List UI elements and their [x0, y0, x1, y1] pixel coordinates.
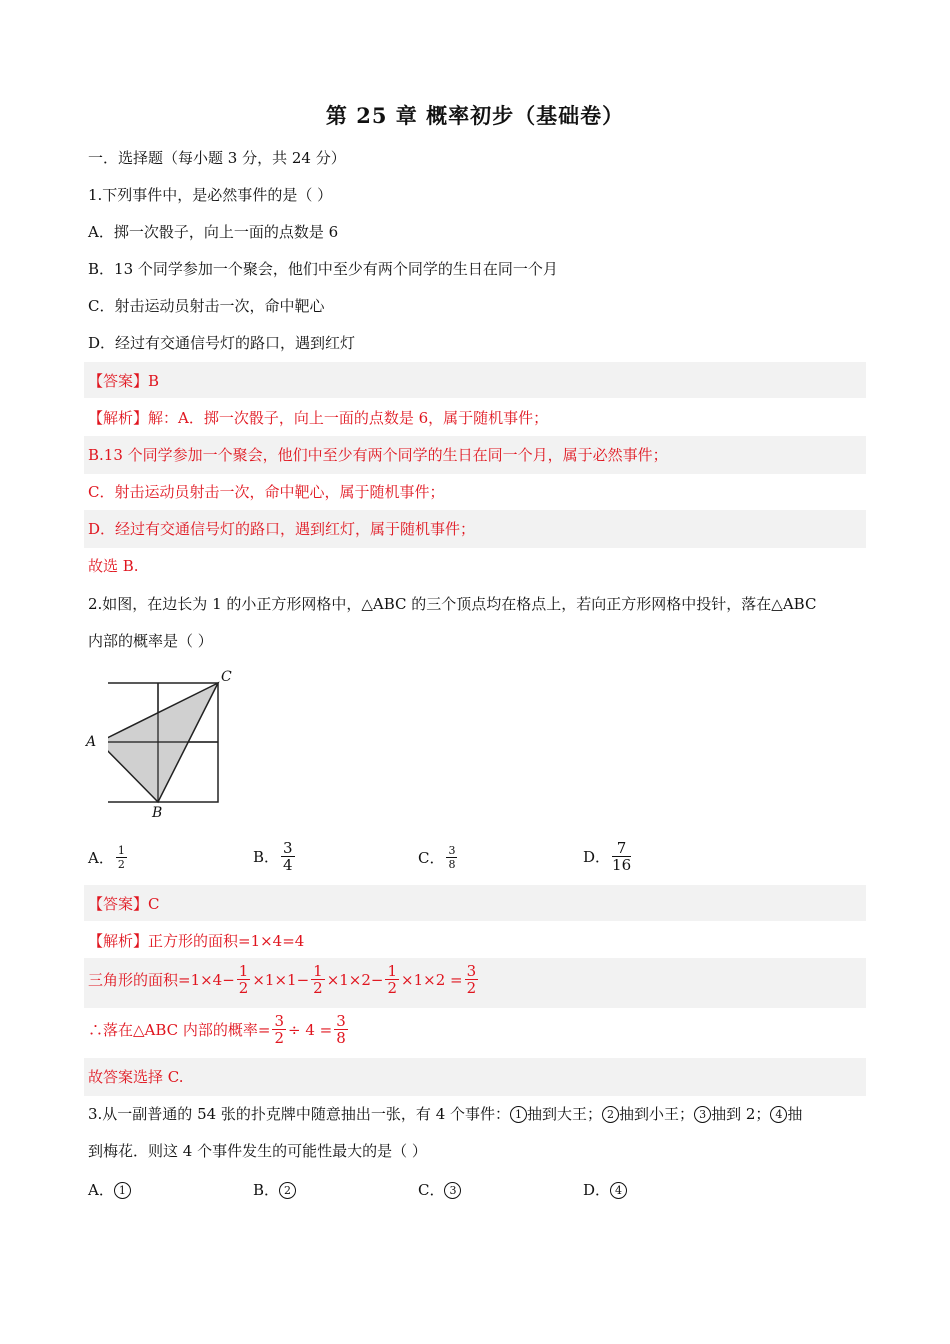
q1-analysis-1: 【解析】解：A．掷一次骰子，向上一面的点数是 6，属于随机事件；: [88, 409, 549, 427]
section-heading: 一．选择题（每小题 3 分，共 24 分）: [88, 149, 346, 167]
fraction-three-halves: [465, 963, 479, 996]
q3-option-d: [583, 1180, 627, 1200]
vertex-label-a: A: [86, 734, 97, 750]
frac-num: 3: [466, 962, 477, 980]
frac-den: 4: [283, 856, 293, 874]
frac-num: 3: [274, 1012, 285, 1030]
vertex-label-b: B: [152, 805, 163, 821]
frac-num: 1: [387, 962, 398, 980]
q2-option-c-label: C．: [418, 849, 445, 867]
frac-den: 16: [612, 856, 632, 874]
page-title: 第 25 章 概率初步（基础卷）: [325, 103, 625, 128]
q1-option-b: B．13 个同学参加一个聚会，他们中至少有两个同学的生日在同一个月: [88, 260, 558, 278]
circled-number: 2: [602, 1106, 619, 1123]
formula-term-2: ×1×2−: [326, 970, 384, 989]
frac-den: 8: [448, 858, 456, 871]
circled-number: 3: [694, 1106, 711, 1123]
frac-den: 2: [117, 858, 125, 871]
q2-analysis-1: 【解析】正方形的面积=1×4=4: [88, 932, 305, 950]
frac-den: 8: [336, 1029, 346, 1047]
q3-stem-text: 3.从一副普通的 54 张的扑克牌中随意抽出一张，有 4 个事件：: [88, 1105, 511, 1123]
circled-number: 1: [510, 1106, 527, 1123]
fraction-three-halves-2: [272, 1013, 286, 1046]
q2-option-d-label: D．: [583, 848, 611, 866]
fraction-half-1: [237, 963, 251, 996]
q3-stem-line1: [88, 1104, 802, 1124]
fraction-three-eighths: [446, 844, 457, 871]
triangle-area-formula: [88, 963, 480, 996]
q2-option-b: [253, 840, 297, 873]
fraction-three-eighths-result: [334, 1013, 348, 1046]
frac-num: 1: [238, 962, 249, 980]
q2-option-d: [583, 840, 633, 873]
q1-option-d: D．经过有交通信号灯的路口，遇到红灯: [88, 334, 356, 352]
q2-option-c: [418, 844, 459, 871]
formula-term-3: ×1×2 =: [401, 970, 463, 989]
fraction-three-quarters: [281, 840, 295, 873]
q1-analysis-4: D．经过有交通信号灯的路口，遇到红灯，属于随机事件；: [88, 520, 476, 538]
q2-conclusion: 故答案选择 C.: [88, 1068, 184, 1086]
fraction-seven-sixteenths: [612, 840, 631, 873]
frac-num: 7: [612, 840, 631, 857]
frac-num: 1: [313, 962, 323, 980]
q1-stem: 1.下列事件中，是必然事件的是（ ）: [88, 186, 333, 204]
frac-num: 3: [336, 1012, 346, 1030]
formula-term-1: ×1×1−: [252, 970, 310, 989]
q1-answer: 【答案】B: [88, 372, 160, 390]
fraction-half-2: [311, 963, 325, 996]
q2-answer: 【答案】C: [88, 895, 160, 913]
frac-num: 3: [283, 839, 293, 857]
circled-number: 2: [279, 1182, 296, 1199]
q2-answer-band: [84, 885, 866, 921]
frac-num: 1: [117, 844, 125, 857]
frac-den: 2: [274, 1029, 285, 1047]
q3-event-2: 抽到小王；: [619, 1105, 695, 1123]
frac-num: 3: [448, 844, 456, 857]
q1-analysis-3: C．射击运动员射击一次，命中靶心，属于随机事件；: [88, 483, 445, 501]
q3-option-label: C．: [418, 1181, 445, 1199]
q2-option-b-label: B．: [253, 848, 280, 866]
circled-number: 4: [770, 1106, 787, 1123]
frac-den: 2: [466, 979, 477, 997]
q3-option-label: A．: [88, 1181, 114, 1199]
q3-option-label: B．: [253, 1181, 280, 1199]
q2-stem-line1: 2.如图，在边长为 1 的小正方形网格中，△ABC 的三个顶点均在格点上，若向正方形网格中投针，落在△ABC: [88, 595, 817, 613]
q3-option-a: [88, 1180, 131, 1200]
q3-event-1: 抽到大王；: [527, 1105, 603, 1123]
q1-analysis-2: B.13 个同学参加一个聚会，他们中至少有两个同学的生日在同一个月，属于必然事件；: [88, 446, 668, 464]
q1-option-a: A．掷一次骰子，向上一面的点数是 6: [88, 223, 339, 241]
q2-stem-line2: 内部的概率是（ ）: [88, 632, 213, 650]
circled-number: 4: [610, 1182, 627, 1199]
q3-option-c: [418, 1180, 461, 1200]
q2-option-a: [88, 844, 129, 871]
q3-event-3: 抽到 2；: [711, 1105, 771, 1123]
q1-answer-band: [84, 362, 866, 398]
q3-option-label: D．: [583, 1181, 611, 1199]
frac-den: 2: [387, 979, 398, 997]
probability-mid: ÷ 4 =: [288, 1020, 333, 1039]
formula-prefix: 三角形的面积=1×4−: [88, 971, 235, 989]
frac-den: 2: [313, 979, 323, 997]
q3-event-4: 抽: [787, 1105, 803, 1123]
circled-number: 3: [444, 1182, 461, 1199]
frac-den: 2: [238, 979, 249, 997]
q3-option-b: [253, 1180, 296, 1200]
circled-number: 1: [114, 1182, 131, 1199]
probability-prefix: ∴落在△ABC 内部的概率=: [88, 1021, 271, 1039]
q2-option-a-label: A．: [88, 849, 114, 867]
vertex-label-c: C: [221, 669, 232, 685]
q1-conclusion: 故选 B.: [88, 557, 139, 575]
triangle-grid-figure: [108, 668, 238, 824]
probability-formula: [88, 1013, 350, 1046]
q1-option-c: C．射击运动员射击一次，命中靶心: [88, 297, 325, 315]
q3-stem-line2: 到梅花．则这 4 个事件发生的可能性最大的是（ ）: [88, 1142, 427, 1160]
fraction-half-3: [385, 963, 399, 996]
q2-conclusion-band: [84, 1058, 866, 1096]
fraction-one-half: [116, 844, 127, 871]
